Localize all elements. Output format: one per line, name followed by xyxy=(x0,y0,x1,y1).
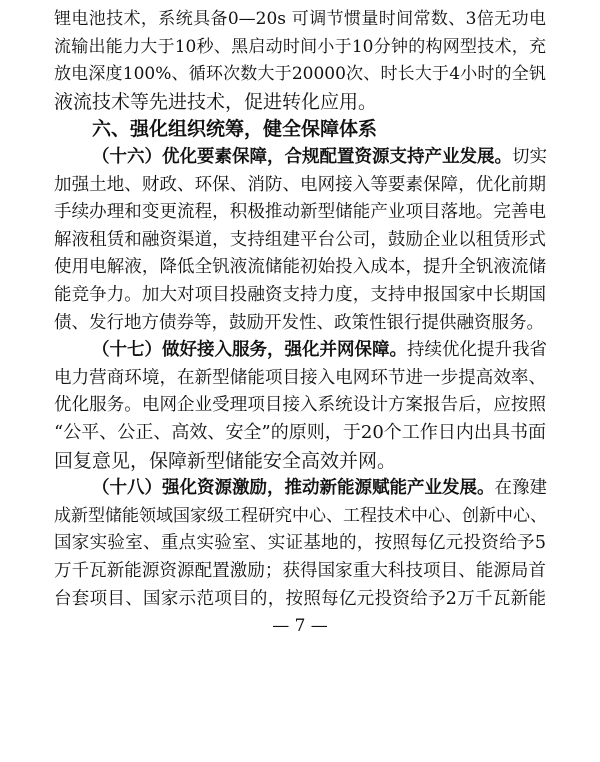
paragraph-16-line: 使用电解液，降低全钒液流储能初始投入成本，提升全钒液流储 xyxy=(54,257,546,278)
section-heading: 六、强化组织统筹，健全保障体系 xyxy=(92,118,378,141)
paragraph-18-line: 万千瓦新能源资源配置激励；获得国家重大科技项目、能源局首 xyxy=(54,561,546,581)
paragraph-17-line: “公平、公正、高效、安全”的原则，于20个工作日内出具书面 xyxy=(54,422,546,443)
paragraph-17-first-line xyxy=(92,337,546,363)
paragraph-18-line: 成新型储能领域国家级工程研究中心、工程技术中心、创新中心、 xyxy=(54,505,547,526)
paragraph-18-first-line xyxy=(92,475,546,501)
paragraph-18-line: 台套项目、国家示范项目的，按照每亿元投资给予2万千瓦新能 xyxy=(54,588,546,609)
paragraph-16-first-line xyxy=(92,144,546,170)
intro-line: 流输出能力大于10秒、黑启动时间小于10分钟的构网型技术，充 xyxy=(54,36,546,57)
paragraph-18-lead: （十八）强化资源激励，推动新能源赋能产业发展。 xyxy=(92,478,495,499)
paragraph-18-line: 国家实验室、重点实验室、实证基地的，按照每亿元投资给予5 xyxy=(54,533,546,554)
paragraph-16-lead: （十六）优化要素保障，合规配置资源支持产业发展。 xyxy=(92,147,512,167)
paragraph-17-line: 电力营商环境，在新型储能项目接入电网环节进一步提高效率、 xyxy=(54,367,546,388)
page-number: — 7 — xyxy=(272,616,328,637)
paragraph-16-first-rest: 切实 xyxy=(512,147,547,167)
paragraph-17-first-rest: 持续优化提升我省 xyxy=(407,340,547,361)
paragraph-17-lead: （十七）做好接入服务，强化并网保障。 xyxy=(92,340,407,361)
paragraph-18-first-rest: 在豫建 xyxy=(494,478,547,499)
paragraph-17-line: 优化服务。电网企业受理项目接入系统设计方案报告后，应按照 xyxy=(54,395,546,416)
intro-line: 液流技术等先进技术，促进转化应用。 xyxy=(54,90,378,113)
paragraph-17-line: 回复意见，保障新型储能安全高效并网。 xyxy=(54,449,397,472)
intro-line: 放电深度100%、循环次数大于20000次、时长大于4小时的全钒 xyxy=(54,64,546,85)
paragraph-16-line: 手续办理和变更流程，积极推动新型储能产业项目落地。完善电 xyxy=(54,202,546,223)
paragraph-16-line: 能竞争力。加大对项目投融资支持力度，支持申报国家中长期国 xyxy=(54,285,546,305)
paragraph-16-line: 加强土地、财政、环保、消防、电网接入等要素保障，优化前期 xyxy=(54,174,546,195)
intro-line: 锂电池技术，系统具备0—20s 可调节惯量时间常数、3倍无功电 xyxy=(54,9,546,29)
paragraph-16-line: 债、发行地方债券等，鼓励开发性、政策性银行提供融资服务。 xyxy=(54,312,544,333)
paragraph-16-line: 解液租赁和融资渠道，支持组建平台公司，鼓励企业以租赁形式 xyxy=(54,229,546,250)
